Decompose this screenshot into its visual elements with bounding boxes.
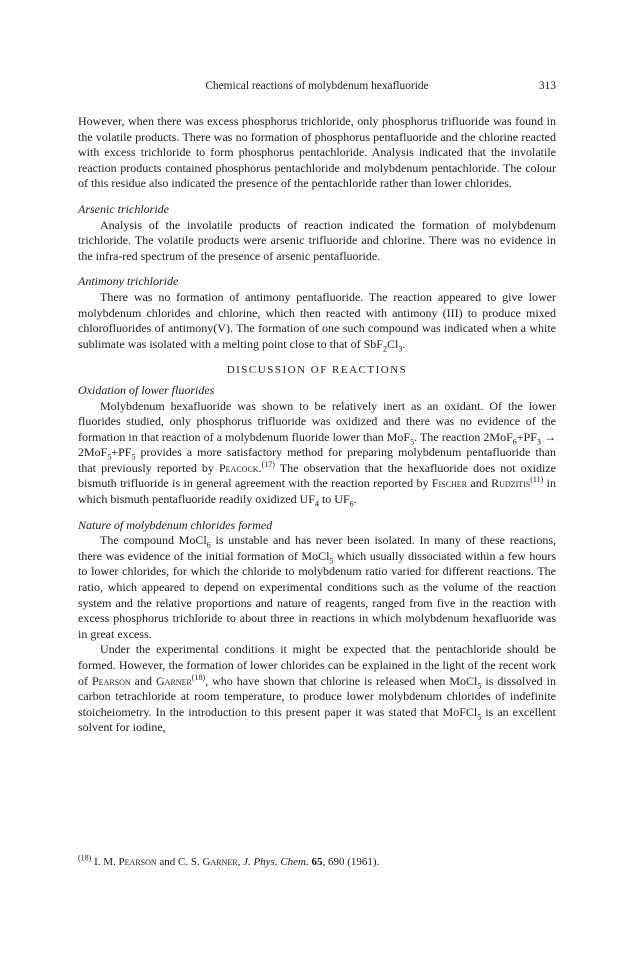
- subheading-nature-of-chlorides: Nature of molybdenum chlorides formed: [78, 517, 273, 532]
- subheading-oxidation: Oxidation of lower fluorides: [78, 382, 215, 397]
- author-fischer: Fischer: [431, 476, 467, 491]
- running-title: Chemical reactions of molybdenum hexafluoride: [205, 80, 429, 92]
- page-number: 313: [538, 80, 556, 92]
- author-rudzitis: Rudzitis: [491, 476, 531, 491]
- journal-volume: 65: [308, 856, 323, 868]
- paragraph-oxidation: Molybdenum hexafluoride was shown to be relatively inert as an oxidant. Of the lower fluorides studied, only phosphorus trifluoride was oxidized and there was no evidence of the formation in that reaction of a molybdenum fluoride lower than MoF$_5$. The reaction $2MoF_6+PF_3 \to 2MoF_5+PF_5$ provides a more satisfactory method for preparing molybdenum pentafluoride than that previously reported by Peacock.$^{(17)}$ The observation that the hexafluoride does not oxidize bismuth trifluoride is in general agreement with the reaction reported by Fischer and Rudzitis$^{(11)}$ in which bismuth pentafluoride readily oxidized $UF_4$ to $UF_6$.: [78, 398, 556, 509]
- journal-name: J. Phys. Chem.: [243, 856, 309, 868]
- body-text: [78, 114, 556, 736]
- paragraph-experimental-conditions: Under the experimental conditions it might be expected that the pentachloride should be formed. However, the formation of lower chlorides can be explained in the light of the recent work of Pearson and Garner$^{(18)}$, who have shown that chlorine is released when MoCl$_5$ is dissolved in carbon tetrachloride at room temperature, to produce lower molybdenum chlorides of indefinite stoicheiometry. In the introduction to this present paper it was stated that MoFCl$_5$ is an excellent solvent for iodine,: [78, 642, 557, 735]
- author-peacock: Peacock.: [219, 460, 262, 475]
- subheading-arsenic-trichloride: Arsenic trichloride: [78, 201, 169, 216]
- section-heading-discussion: DISCUSSION OF REACTIONS: [226, 364, 408, 377]
- paragraph-nature-of-chlorides: The compound MoCl$_6$ is unstable and has never been isolated. In many of these reactions, there was evidence of the initial formation of MoCl$_5$ which usually dissociated within a few hours to lower chlorides, for which the chloride to molybdenum ratio varied for different reactions. The ratio, which appeared to depend on experimental conditions such as the volume of the reaction system and the relative proportions and nature of reagents, ranged from five in the reaction with excess phosphorus trichloride to about three in reactions in which molybdenum hexafluoride was in great excess.: [78, 533, 557, 641]
- paragraph-phosphorus-trichloride: However, when there was excess phosphorus trichloride, only phosphorus trifluoride was found in the volatile products. There was no formation of phosphorus pentafluoride and the chlorine reacted with excess trichloride to form phosphorus pentachloride. Analysis indicated that the involatile reaction products contained phosphorus pentachloride and molybdenum pentachloride. The colour of this residue also indicated the presence of the pentachloride rather than lower chlorides.: [78, 114, 556, 191]
- paragraph-antimony-trichloride: There was no formation of antimony pentafluoride. The reaction appeared to give lower molybdenum chlorides and chlorine, which then reacted with antimony (III) to produce mixed chlorofluorides of antimony(V). The formation of one such compound was indicated when a white sublimate was isolated with a melting point close to that of $SbF_2Cl_3$.: [78, 289, 556, 354]
- running-head: [78, 80, 556, 98]
- paragraph-arsenic-trichloride: Analysis of the involatile products of reaction indicated the formation of molybdenum trichloride. The volatile products were arsenic trifluoride and chlorine. There was no evidence in the infra-red spectrum of the presence of arsenic pentafluoride.: [78, 217, 556, 263]
- author-garner: Garner: [156, 673, 192, 688]
- subheading-antimony-trichloride: Antimony trichloride: [78, 274, 179, 289]
- footnote-reference-18: $^{(18)}$ I. M. Pearson and C. S. Garner, J. Phys. Chem. 65, 690 (1961).: [78, 853, 380, 868]
- author-pearson: Pearson: [92, 673, 131, 688]
